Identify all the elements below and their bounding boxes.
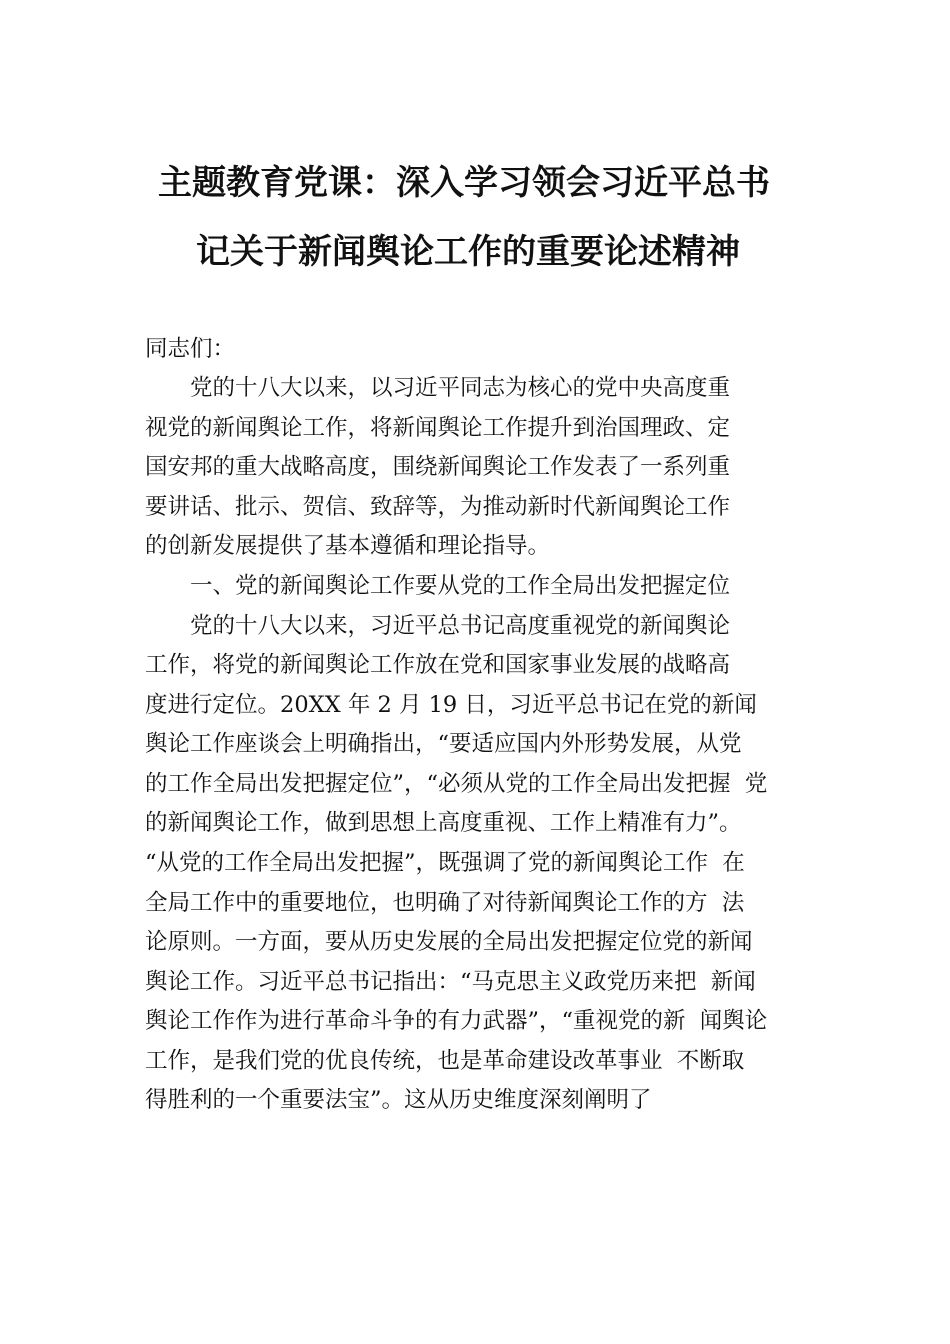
document-title-line-1: 主题教育党课：深入学习领会习近平总书 (158, 163, 770, 203)
body-line: 国安邦的重大战略高度，围绕新闻舆论工作发表了一系列重 (145, 454, 731, 480)
body-line: 党的十八大以来，以习近平同志为核心的党中央高度重 (145, 375, 731, 401)
body-line: 党的十八大以来，习近平总书记高度重视党的新闻舆论 (145, 613, 731, 639)
body-line: 工作，将党的新闻舆论工作放在党和国家事业发展的战略高 (145, 652, 731, 678)
body-line: 工作，是我们党的优良传统，也是革命建设改革事业 不断取 (145, 1048, 745, 1074)
body-line: 论原则。一方面，要从历史发展的全局出发把握定位党的新闻 (145, 929, 753, 955)
body-line: 的创新发展提供了基本遵循和理论指导。 (145, 533, 551, 559)
body-line: 度进行定位。20XX 年 2 月 19 日，习近平总书记在党的新闻 (145, 692, 757, 718)
body-line: 的新闻舆论工作，做到思想上高度重视、工作上精准有力”。 (145, 810, 742, 836)
section-heading: 一、党的新闻舆论工作要从党的工作全局出发把握定位 (145, 573, 731, 599)
body-line: 舆论工作。习近平总书记指出：“马克思主义政党历来把 新闻 (145, 969, 756, 995)
body-line: “从党的工作全局出发把握”，既强调了党的新闻舆论工作 在 (145, 850, 745, 876)
body-line: 要讲话、批示、贺信、致辞等，为推动新时代新闻舆论工作 (145, 494, 731, 520)
document-title-line-2: 记关于新闻舆论工作的重要论述精神 (196, 232, 740, 272)
body-line: 视党的新闻舆论工作，将新闻舆论工作提升到治国理政、定 (145, 415, 731, 441)
body-line: 得胜利的一个重要法宝”。这从历史维度深刻阐明了 (145, 1087, 652, 1113)
salutation: 同志们： (145, 336, 236, 362)
body-line: 的工作全局出发把握定位”，“必须从党的工作全局出发把握 党 (145, 771, 768, 797)
body-line: 舆论工作作为进行革命斗争的有力武器”，“重视党的新 闻舆论 (145, 1008, 768, 1034)
body-line: 全局工作中的重要地位，也明确了对待新闻舆论工作的方 法 (145, 890, 745, 916)
body-line: 舆论工作座谈会上明确指出，“要适应国内外形势发展，从党 (145, 731, 742, 757)
